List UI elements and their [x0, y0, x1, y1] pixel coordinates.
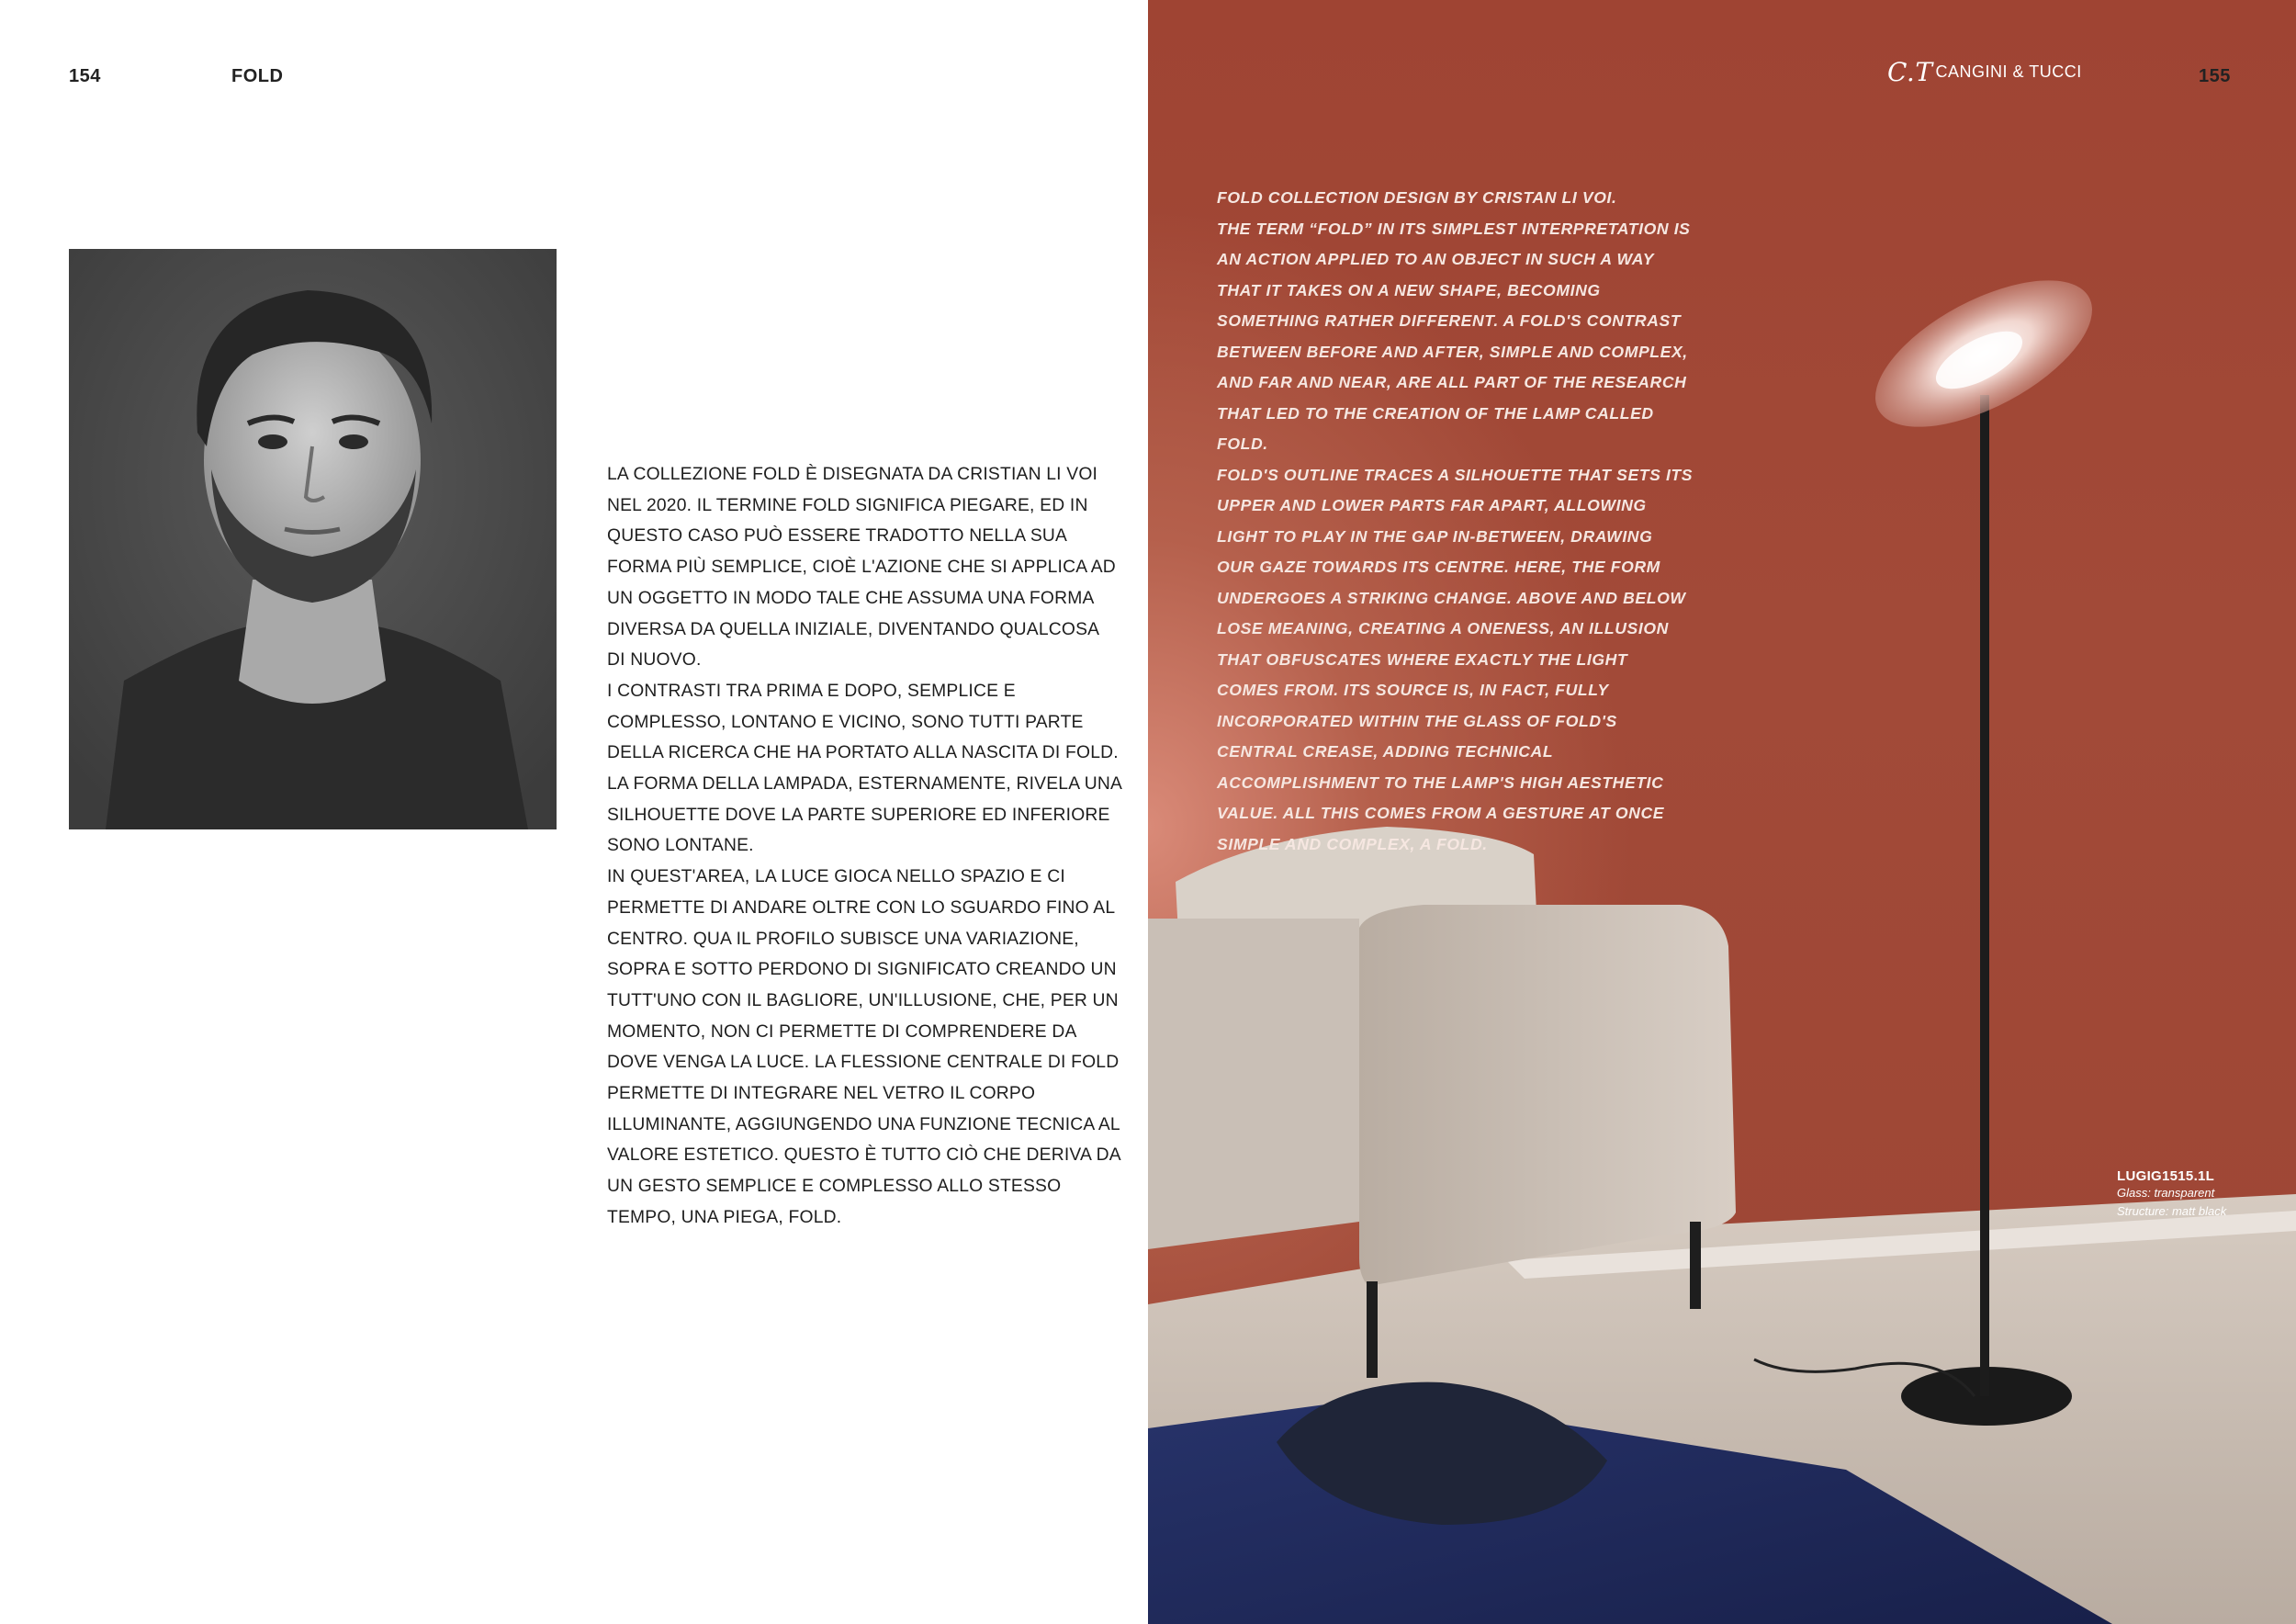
- italian-description: [607, 459, 1121, 1234]
- right-page: [1148, 0, 2296, 1624]
- english-description: [1217, 183, 1694, 860]
- english-paragraph: FOLD'S OUTLINE TRACES A SILHOUETTE THAT SETS ITS UPPER AND LOWER PARTS FAR APART, ALLOWING LIGHT TO PLAY IN THE GAP IN-BETWEEN, DRAWING OUR GAZE TOWARDS ITS CENTRE. HERE, THE FORM UNDERGOES A STRIKING CHANGE. ABOVE AND BELOW LOSE MEANING, CREATING A ONENESS, AN ILLUSION THAT OBFUSCATES WHERE EXACTLY THE LIGHT COMES FROM. ITS SOURCE IS, IN FACT, FULLY INCORPORATED WITHIN THE GLASS OF FOLD'S CENTRAL CREASE, ADDING TECHNICAL ACCOMPLISHMENT TO THE LAMP'S HIGH AESTHETIC VALUE. ALL THIS COMES FROM A GESTURE AT ONCE SIMPLE AND COMPLEX, A FOLD.: [1217, 465, 1694, 853]
- product-glass: Glass: transparent: [2117, 1186, 2215, 1200]
- italian-paragraph: I CONTRASTI TRA PRIMA E DOPO, SEMPLICE E COMPLESSO, LONTANO E VICINO, SONO TUTTI PARTE DELLA RICERCA CHE HA PORTATO ALLA NASCITA DI FOLD. LA FORMA DELLA LAMPADA, ESTERNAMENTE, RIVELA UNA SILHOUETTE DOVE LA PARTE SUPERIORE ED INFERIORE SONO LONTANE.: [607, 681, 1121, 856]
- designer-portrait: [69, 249, 557, 829]
- portrait-illustration: [69, 249, 557, 829]
- sofa-seat: [1148, 919, 1359, 1249]
- product-structure: Structure: matt black: [2117, 1204, 2227, 1218]
- italian-paragraph: LA COLLEZIONE FOLD È DISEGNATA DA CRISTIAN LI VOI NEL 2020. IL TERMINE FOLD SIGNIFICA PIEGARE, ED IN QUESTO CASO PUÒ ESSERE TRADOTTO NELLA SUA FORMA PIÙ SEMPLICE, CIOÈ L'AZIONE CHE SI APPLICA AD UN OGGETTO IN MODO TALE CHE ASSUMA UNA FORMA DIVERSA DA QUELLA INIZIALE, DIVENTANDO QUALCOSA DI NUOVO.: [607, 465, 1116, 671]
- section-title: FOLD: [231, 66, 284, 86]
- product-code: LUGIG1515.1L: [2117, 1168, 2215, 1184]
- brand-mark-icon: C.T: [1887, 57, 1933, 87]
- page-number-left: 154: [69, 66, 101, 86]
- page-number-right: 155: [2199, 66, 2231, 86]
- sofa-arm: [1359, 905, 1736, 1286]
- product-caption: [2117, 1168, 2226, 1221]
- brand-name: CANGINI & TUCCI: [1935, 62, 2082, 81]
- lamp-stem: [1980, 395, 1989, 1396]
- sofa-leg: [1367, 1281, 1378, 1378]
- brand-logo: [1887, 57, 2082, 87]
- english-paragraph: THE TERM “FOLD” IN ITS SIMPLEST INTERPRETATION IS AN ACTION APPLIED TO AN OBJECT IN SUCH A WAY THAT IT TAKES ON A NEW SHAPE, BECOMING SOMETHING RATHER DIFFERENT. A FOLD'S CONTRAST BETWEEN BEFORE AND AFTER, SIMPLE AND COMPLEX, AND FAR AND NEAR, ARE ALL PART OF THE RESEARCH THAT LED TO THE CREATION OF THE LAMP CALLED FOLD.: [1217, 219, 1691, 453]
- sofa-leg: [1690, 1222, 1701, 1309]
- italian-paragraph: IN QUEST'AREA, LA LUCE GIOCA NELLO SPAZIO E CI PERMETTE DI ANDARE OLTRE CON LO SGUARDO FINO AL CENTRO. QUA IL PROFILO SUBISCE UNA VARIAZIONE, SOPRA E SOTTO PERDONO DI SIGNIFICATO CREANDO UN TUTT'UNO CON IL BAGLIORE, UN'ILLUSIONE, CHE, PER UN MOMENTO, NON CI PERMETTE DI COMPRENDERE DA DOVE VENGA LA LUCE. LA FLESSIONE CENTRALE DI FOLD PERMETTE DI INTEGRARE NEL VETRO IL CORPO ILLUMINANTE, AGGIUNGENDO UNA FUNZIONE TECNICA AL VALORE ESTETICO. QUESTO È TUTTO CIÒ CHE DERIVA DA UN GESTO SEMPLICE E COMPLESSO ALLO STESSO TEMPO, UNA PIEGA, FOLD.: [607, 867, 1120, 1227]
- english-paragraph: FOLD COLLECTION DESIGN BY CRISTAN LI VOI.: [1217, 188, 1617, 207]
